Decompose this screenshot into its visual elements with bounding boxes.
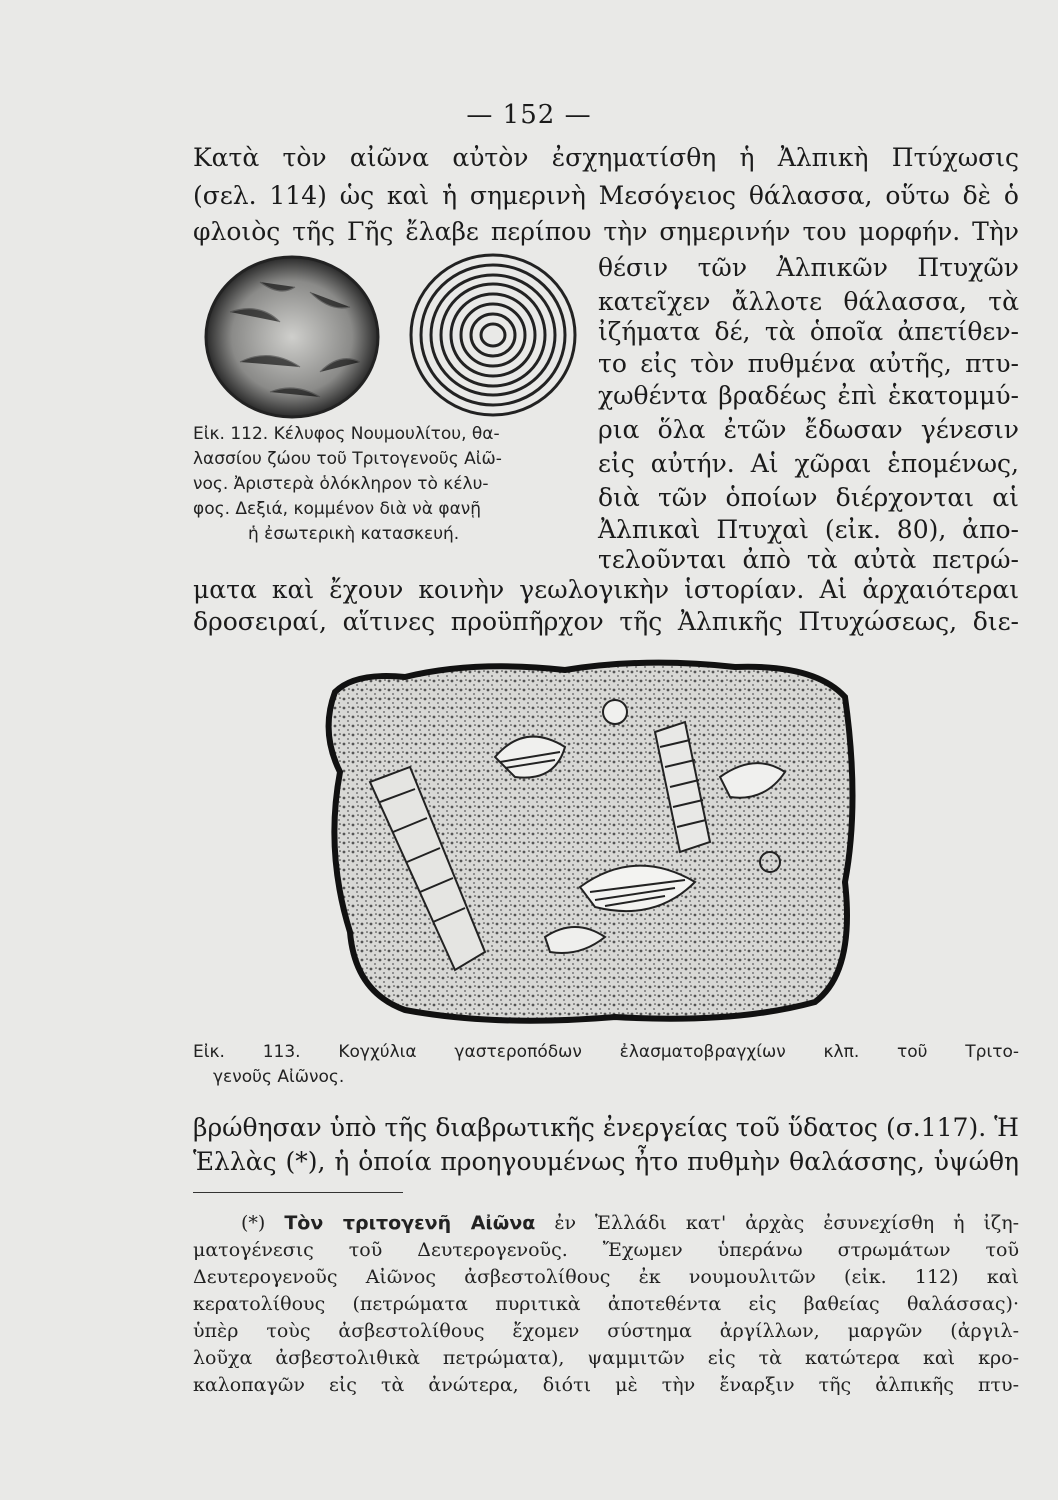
footnote	[193, 1210, 1019, 1399]
footnote-line: ὑπὲρ τοὺς ἀσβεστολίθους ἔχομεν σύστημα ἀργίλλων, μαργῶν (ἀργιλ-	[193, 1320, 1019, 1342]
footnote-line: λοῦχα ἀσβεστολιθικὰ πετρώματα), ψαμμιτῶν εἰς τὰ κατώτερα καὶ κρο-	[193, 1347, 1019, 1369]
footnote-rule	[193, 1192, 403, 1193]
caption-line: ἡ ἐσωτερικὴ κατασκευή.	[248, 524, 460, 544]
body-line: Ἀλπικαὶ Πτυχαὶ (εἰκ. 80), ἀπο-	[598, 515, 1019, 544]
nummulite-whole-figure	[200, 252, 385, 422]
body-line: βρώθησαν ὑπὸ τῆς διαβρωτικῆς ἐνεργείας τοῦ ὕδατος (σ.117). Ἡ	[193, 1113, 1019, 1142]
nummulite-section-figure	[405, 250, 580, 420]
body-line: χωθέντα βραδέως ἐπὶ ἑκατομμύ-	[598, 381, 1019, 410]
fossil-rock-figure	[315, 652, 860, 1032]
footnote-line: Δευτερογενοῦς Αἰῶνος ἀσβεστολίθους ἐκ νουμουλιτῶν (εἰκ. 112) καὶ	[193, 1266, 1019, 1288]
body-line: ματα καὶ ἔχουν κοινὴν γεωλογικὴν ἱστορίαν. Αἱ ἀρχαιότεραι	[193, 575, 1019, 604]
caption-line: λασσίου ζώου τοῦ Τριτογενοῦς Αἰῶ-	[193, 449, 502, 469]
body-line: ρια ὅλα ἐτῶν ἔδωσαν γένεσιν	[598, 415, 1019, 444]
page-number: — 152 —	[466, 100, 592, 130]
body-line: Κατὰ τὸν αἰῶνα αὐτὸν ἐσχηματίσθη ἡ Ἀλπικὴ Πτύχωσις	[193, 143, 1019, 172]
body-line: φλοιὸς τῆς Γῆς ἔλαβε περίπου τὴν σημερινήν του μορφήν. Τὴν	[193, 217, 1019, 246]
footnote-line: ματογένεσις τοῦ Δευτερογενοῦς. Ἔχωμεν ὑπεράνω στρωμάτων τοῦ	[193, 1239, 1019, 1261]
body-line: δροσειραί, αἵτινες προϋπῆρχον τῆς Ἀλπικῆς Πτυχώσεως, διε-	[193, 607, 1019, 636]
body-line: κατεῖχεν ἄλλοτε θάλασσα, τὰ	[598, 287, 1019, 316]
figure-112-caption	[193, 422, 583, 547]
body-line: (σελ. 114) ὡς καὶ ἡ σημερινὴ Μεσόγειος θάλασσα, οὕτω δὲ ὁ	[193, 181, 1019, 210]
caption-line: φος. Δεξιά, κομμένον διὰ νὰ φανῇ	[193, 499, 482, 519]
body-line: θέσιν τῶν Ἀλπικῶν Πτυχῶν	[598, 253, 1019, 282]
body-line: διὰ τῶν ὁποίων διέρχονται αἱ	[598, 483, 1019, 512]
caption-line: Εἰκ. 112. Κέλυφος Νουμουλίτου, θα-	[193, 424, 500, 444]
footnote-line: καλοπαγῶν εἰς τὰ ἀνώτερα, διότι μὲ τὴν ἔναρξιν τῆς ἀλπικῆς πτυ-	[193, 1374, 1019, 1396]
figure-113-caption	[193, 1040, 1019, 1090]
footnote-first-line	[193, 1210, 1019, 1237]
footnote-marker: (*)	[241, 1212, 266, 1234]
body-line: ἰζήματα δέ, τὰ ὁποῖα ἀπετίθεν-	[598, 317, 1019, 346]
body-line: το εἰς τὸν πυθμένα αὐτῆς, πτυ-	[598, 349, 1019, 378]
caption-line: Εἰκ. 113. Κογχύλια γαστεροπόδων ἐλασματοβραγχίων κλπ. τοῦ Τριτο-	[193, 1042, 1019, 1062]
body-line: Ἑλλὰς (*), ἡ ὁποία προηγουμένως ἦτο πυθμὴν θαλάσσης, ὑψώθη	[193, 1147, 1019, 1176]
footnote-line: κερατολίθους (πετρώματα πυριτικὰ ἀποτεθέντα εἰς βαθείας θαλάσσας)·	[193, 1293, 1019, 1315]
caption-line: γενοῦς Αἰῶνος.	[213, 1067, 345, 1087]
footnote-bold-term: Τὸν τριτογενῆ Αἰῶνα	[284, 1212, 536, 1234]
caption-line: νος. Ἀριστερὰ ὁλόκληρον τὸ κέλυ-	[193, 474, 489, 494]
footnote-text: ἐν Ἑλλάδι κατ' ἀρχὰς ἐσυνεχίσθη ἡ ἰζη-	[554, 1212, 1020, 1234]
body-line: εἰς αὐτήν. Αἱ χῶραι ἑπομένως,	[598, 449, 1019, 478]
body-line: τελοῦνται ἀπὸ τὰ αὐτὰ πετρώ-	[598, 545, 1019, 574]
